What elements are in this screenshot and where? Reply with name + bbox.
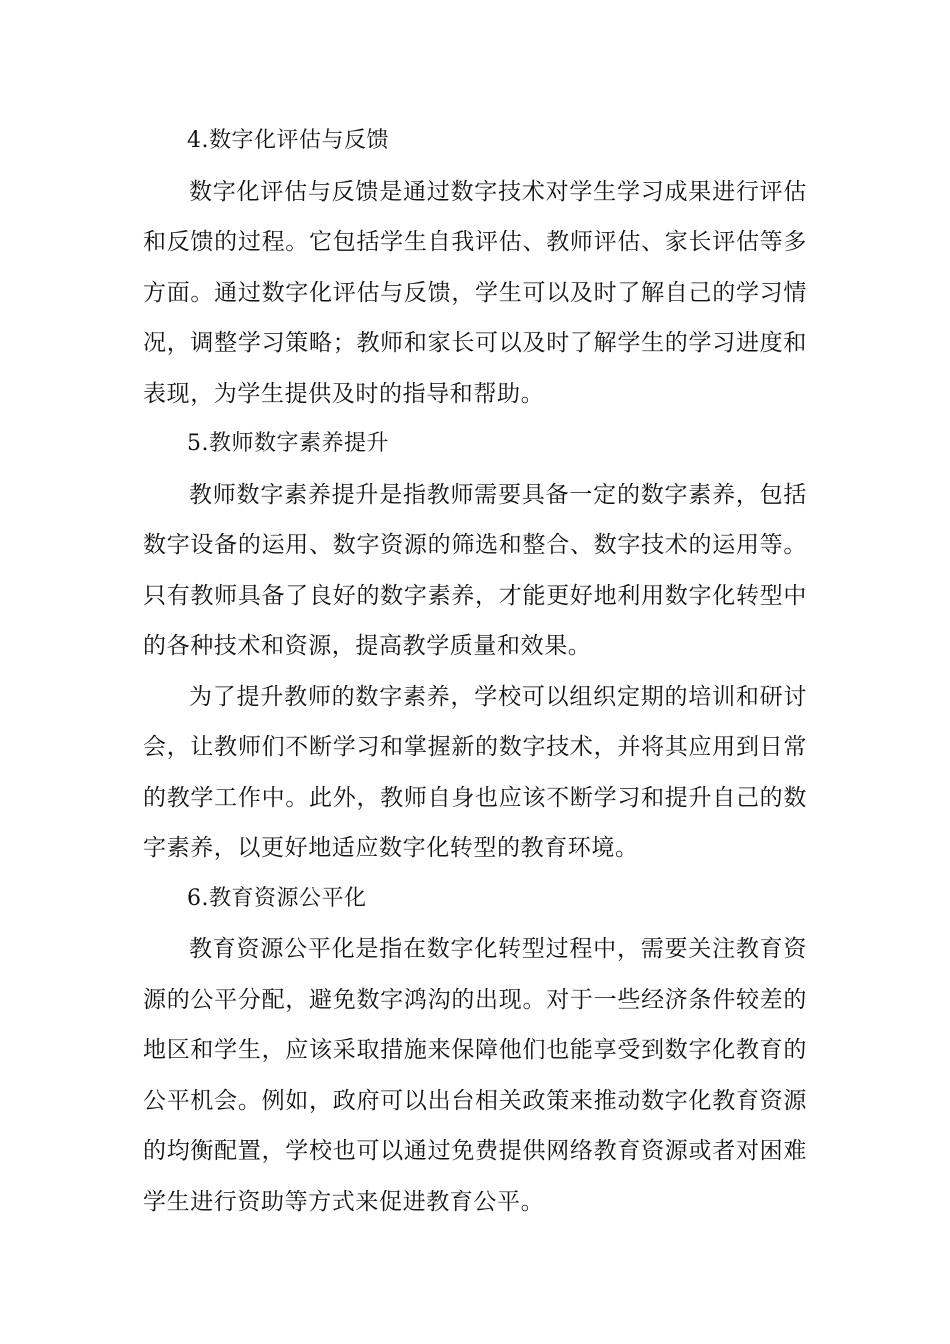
document-body [143,116,807,1227]
section-heading-6: 6.教育资源公平化 [187,885,367,911]
section-heading-4: 4.数字化评估与反馈 [187,128,389,153]
paragraph-resource-equity: 教育资源公平化是指在数字化转型过程中，需要关注教育资源的公平分配，避免数字鸿沟的出现。对于一些经济条件较差的地区和学生，应该采取措施来保障他们也能享受到数字化教育的公平机会。例如，政府可以出台相关政策来推动数字化教育资源的均衡配置，学校也可以通过免费提供网络教育资源或者对困难学生进行资助等方式来促进教育公平。 [143,936,807,1215]
paragraph-digital-assessment: 数字化评估与反馈是通过数字技术对学生学习成果进行评估和反馈的过程。它包括学生自我评估、教师评估、家长评估等多方面。通过数字化评估与反馈，学生可以及时了解自己的学习情况，调整学习策略；教师和家长可以及时了解学生的学习进度和表现，为学生提供及时的指导和帮助。 [143,178,807,407]
section-heading-5: 5.教师数字素养提升 [187,431,389,456]
paragraph-teacher-literacy: 教师数字素养提升是指教师需要具备一定的数字素养，包括数字设备的运用、数字资源的筛选和整合、数字技术的运用等。只有教师具备了良好的数字素养，才能更好地利用数字化转型中的各种技术和资源，提高教学质量和效果。 [143,481,807,659]
paragraph-teacher-training: 为了提升教师的数字素养，学校可以组织定期的培训和研讨会，让教师们不断学习和掌握新的数字技术，并将其应用到日常的教学工作中。此外，教师自身也应该不断学习和提升自己的数字素养，以更好地适应数字化转型的教育环境。 [143,683,807,861]
